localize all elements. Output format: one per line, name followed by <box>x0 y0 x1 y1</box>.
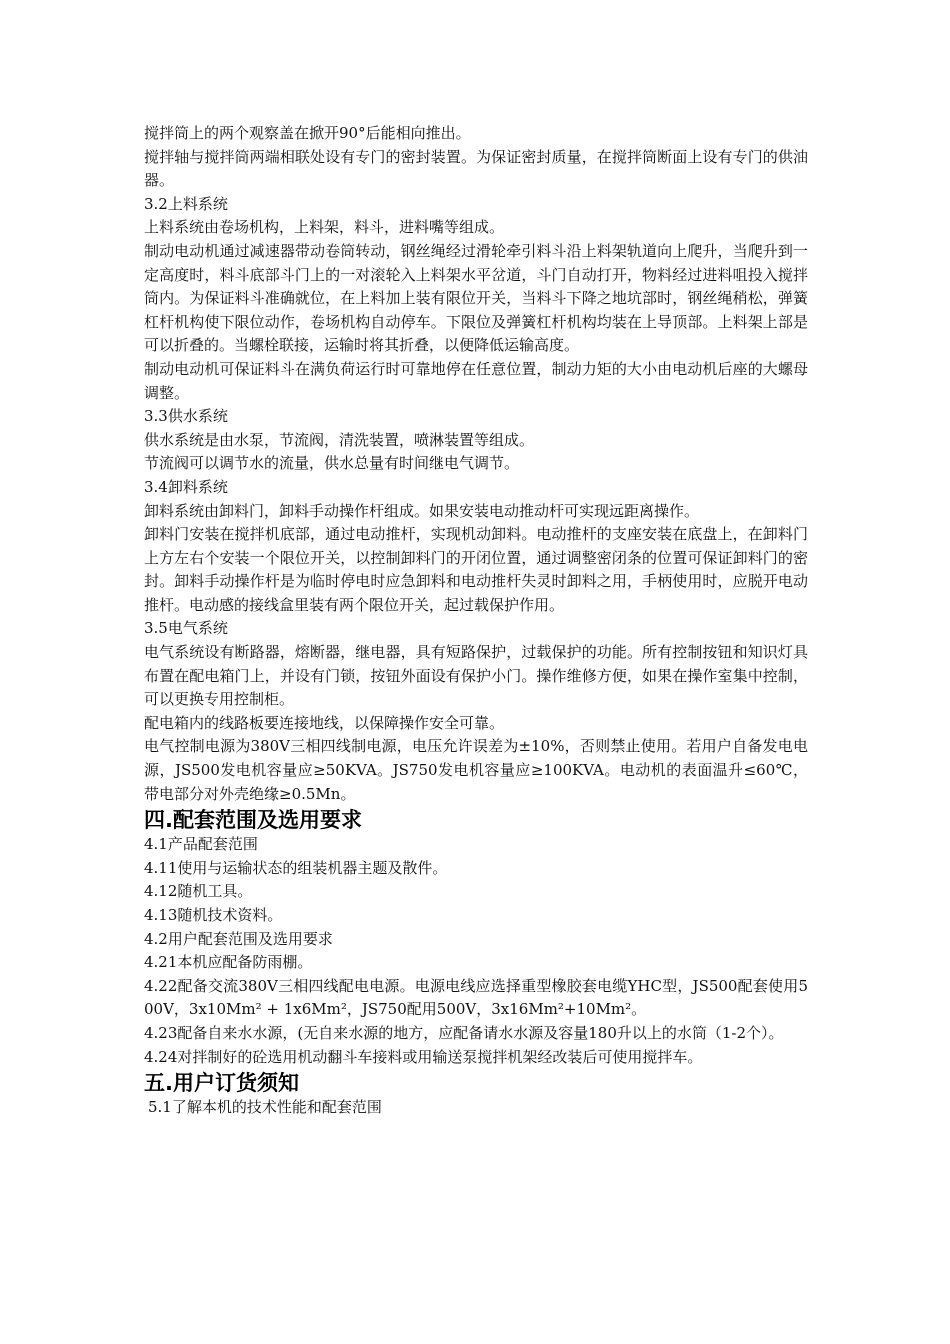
paragraph: 搅拌筒上的两个观察盖在掀开90°后能相向推出。 <box>144 124 471 142</box>
list-item: 4.21本机应配备防雨棚。 <box>144 953 313 972</box>
list-item: 4.24对拌制好的砼选用机动翻斗车接料或用输送泵搅拌机架经改装后可使用搅拌车。 <box>144 1047 703 1066</box>
paragraph: 电气控制电源为380V三相四线制电源，电压允许误差为±10%，否则禁止使用。若用户自备发电电源，JS500发电机容量应≥50KVA。JS750发电机容量应≥100KVA。电动机的表面温升≤60℃，带电部分对外壳绝缘≥0.5Mn。 <box>144 737 808 803</box>
list-item: 4.13随机技术资料。 <box>144 906 283 924</box>
subsection-title: 4.2用户配套范围及选用要求 <box>144 929 333 948</box>
list-item: 4.12随机工具。 <box>144 882 253 901</box>
list-item: 4.23配备自来水水源，(无自来水源的地方，应配备请水水源及容量180升以上的水筒（1-2个）。 <box>144 1023 784 1042</box>
section-heading: 四.配套范围及选用要求 <box>144 808 362 833</box>
subsection-title: 3.5电气系统 <box>144 619 228 638</box>
subsection-title: 3.3供水系统 <box>144 407 228 426</box>
paragraph: 供水系统是由水泵，节流阀，清洗装置，喷淋装置等组成。 <box>144 430 535 449</box>
paragraph: 搅拌轴与搅拌筒两端相联处设有专门的密封装置。为保证密封质量，在搅拌筒断面上设有专门的供油器。 <box>144 147 808 190</box>
paragraph: 上料系统由卷场机构，上料架，料斗，进料嘴等组成。 <box>144 218 505 237</box>
subsection-title: 5.1了解本机的技术性能和配套范围 <box>148 1098 382 1117</box>
list-item: 4.22配备交流380V三相四线配电电源。电源电线应选择重型橡胶套电缆YHC型，JS500配套使用500V，3x10Mm² + 1x6Mm²，JS750配用500V，3x16Mm²+10Mm²。 <box>144 976 808 1019</box>
paragraph: 电气系统设有断路器，熔断器，继电器，具有短路保护，过载保护的功能。所有控制按钮和知识灯具布置在配电箱门上，并设有门锁，按钮外面设有保护小门。操作维修方便，如果在操作室集中控制，可以更换专用控制柜。 <box>144 643 808 709</box>
paragraph: 卸料系统由卸料门，卸料手动操作杆组成。如果安装电动推动杆可实现远距离操作。 <box>144 501 700 520</box>
subsection-title: 4.1产品配套范围 <box>144 835 258 854</box>
paragraph: 配电箱内的线路板要连接地线，以保障操作安全可靠。 <box>144 713 505 732</box>
section-heading: 五.用户订货须知 <box>144 1071 299 1096</box>
paragraph: 节流阀可以调节水的流量，供水总量有时间继电气调节。 <box>144 454 520 473</box>
subsection-title: 3.2上料系统 <box>144 194 228 213</box>
document-page <box>144 122 808 1120</box>
subsection-title: 3.4卸料系统 <box>144 477 228 496</box>
list-item: 4.11使用与运输状态的组装机器主题及散件。 <box>144 858 448 877</box>
paragraph: 制动电动机可保证料斗在满负荷运行时可靠地停在任意位置，制动力矩的大小由电动机后座的大螺母调整。 <box>144 359 808 402</box>
paragraph: 卸料门安装在搅拌机底部，通过电动推杆，实现机动卸料。电动推杆的支座安装在底盘上，在卸料门上方左右个安装一个限位开关，以控制卸料门的开闭位置，通过调整密闭条的位置可保证卸料门的密封。卸料手动操作杆是为临时停电时应急卸料和电动推杆失灵时卸料之用，手柄使用时，应脱开电动推杆。电动感的接线盒里装有两个限位开关，起过载保护作用。 <box>144 525 808 614</box>
paragraph: 制动电动机通过减速器带动卷筒转动，钢丝绳经过滑轮牵引料斗沿上料架轨道向上爬升，当爬升到一定高度时，料斗底部斗门上的一对滚轮入上料架水平岔道，斗门自动打开，物料经过进料咀投入搅拌筒内。为保证料斗准确就位，在上料加上装有限位开关，当料斗下降之地坑部时，钢丝绳稍松，弹簧杠杆机构使下限位动作，卷场机构自动停车。下限位及弹簧杠杆机构均装在上导顶部。上料架上部是可以折叠的。当螺栓联接，运输时将其折叠，以便降低运输高度。 <box>144 241 808 355</box>
